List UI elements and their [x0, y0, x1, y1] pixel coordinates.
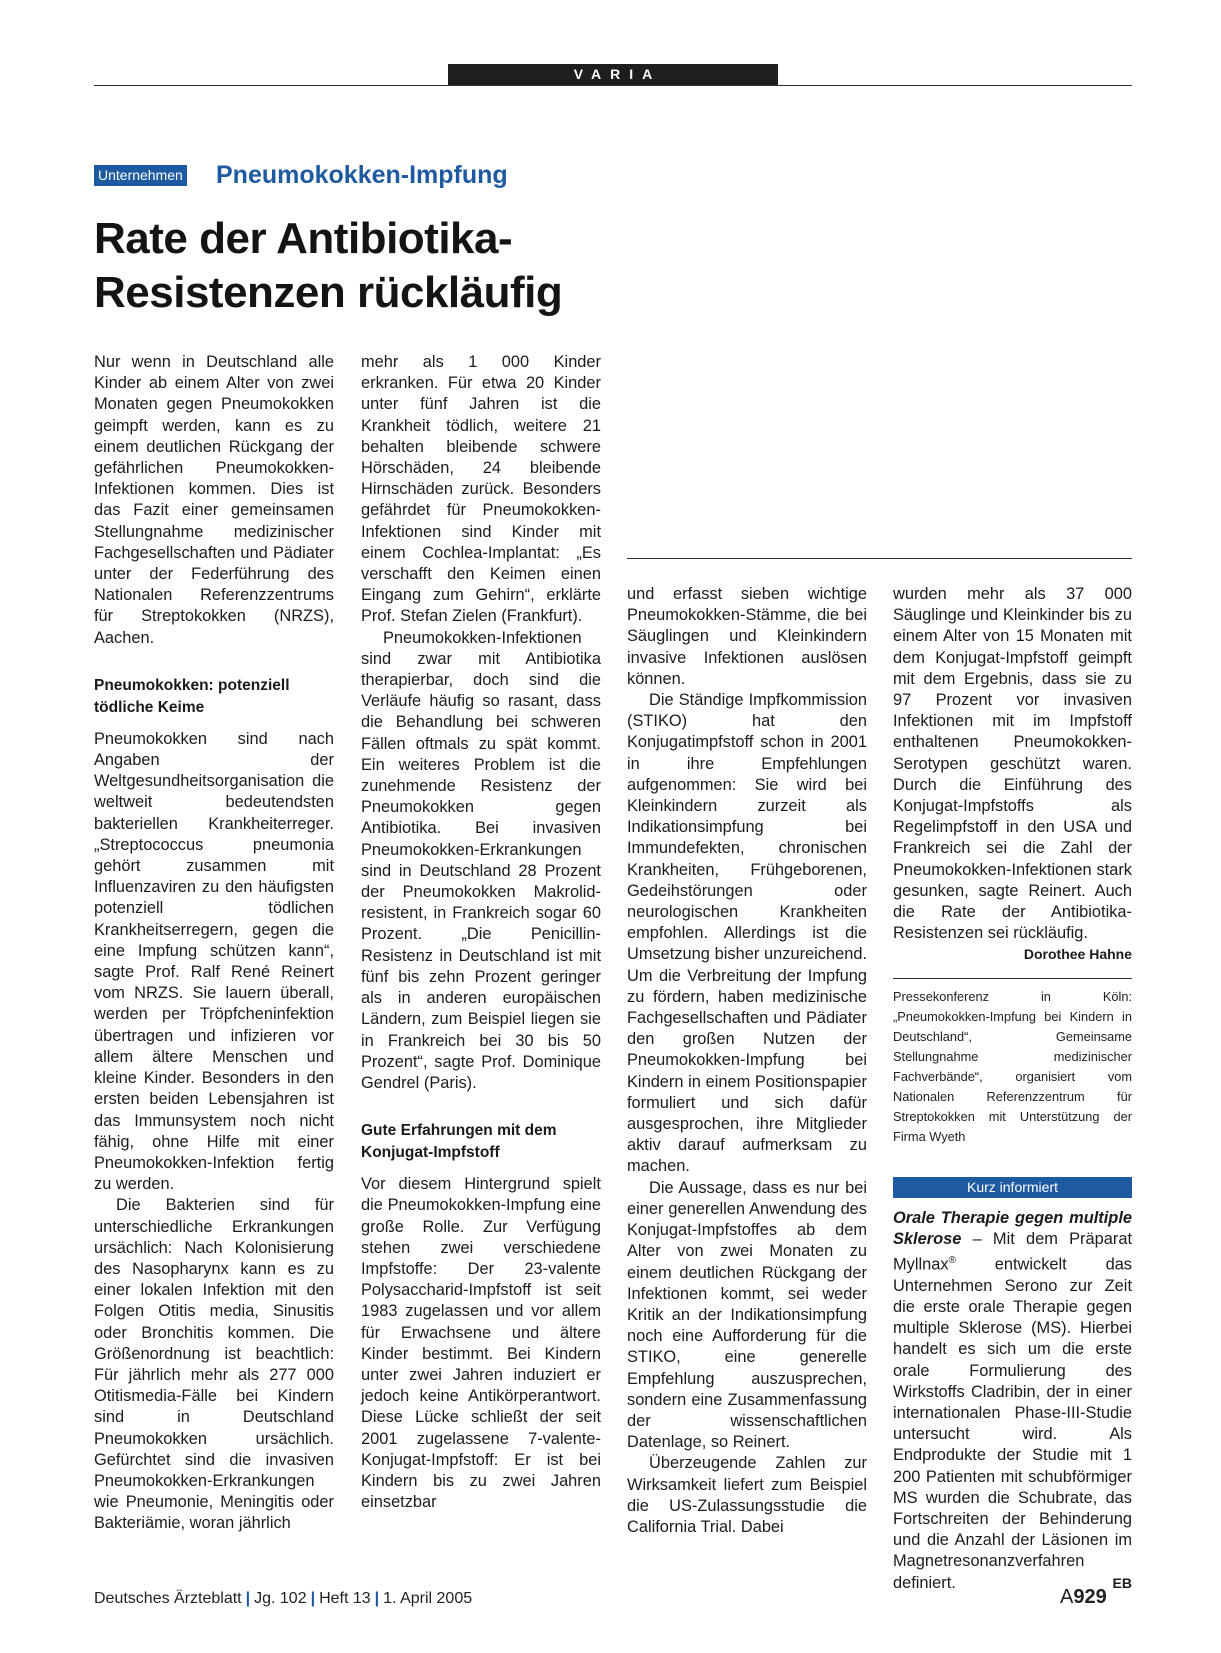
kurz-text-a: – Mit dem Präparat Myllnax: [893, 1229, 1132, 1274]
page-number-value: 929: [1073, 1586, 1107, 1608]
topline: Pneumokokken-Impfung: [216, 161, 508, 189]
article-column-3: [627, 584, 867, 1538]
paragraph: Vor diesem Hintergrund spielt die Pneumokokken-Impfung eine große Rolle. Zur Verfügung stehen zwei verschiedene Impfstoffe: Der 23-valente Polysaccharid-Impfstoff ist seit 1983 zugelassen und vor allem für Erwachsene und ältere Kinder bestimmt. Bei Kindern unter zwei Jahren induziert er jedoch keine Antikörperantwort. Diese Lücke schließt der seit 2001 zugelassene 7-valente-Konjugat-Impfstoff: Er ist bei Kindern bis zu zwei Jahren einsetzbar: [361, 1175, 601, 1512]
footer-separator: |: [374, 1590, 380, 1607]
author-name: Dorothee Hahne: [1023, 946, 1132, 963]
footer: [94, 1590, 472, 1608]
journal-name: Deutsches Ärzteblatt: [94, 1590, 242, 1607]
kurz-lead: Orale Therapie gegen multiple Sklerose: [893, 1208, 1132, 1248]
paragraph: [893, 584, 1132, 963]
subheading: Gute Erfahrungen mit dem Konjugat-Impfstoff: [361, 1122, 557, 1162]
headline-line-1: Rate der Antibiotika-: [94, 214, 513, 263]
category-badge: Unternehmen: [94, 165, 187, 186]
source-note: Pressekonferenz in Köln: „Pneumokokken-Impfung bei Kindern in Deutschland“, Gemeinsame Stellungnahme medizinischer Fachverbände“, organisiert vom Nationalen Referenzzentrum für Streptokokken mit Unterstützung der Firma Wyeth: [893, 978, 1132, 1147]
paragraph: Nur wenn in Deutschland alle Kinder ab einem Alter von zwei Monaten gegen Pneumokokken geimpft werden, kann es zu einem deutlichen Rückgang der gefährlichen Pneumokokken-Infektionen kommen. Dies ist das Fazit einer gemeinsamen Stellungnahme medizinischer Fachgesellschaften und Pädiater unter der Federführung des Nationalen Referenzzentrums für Streptokokken (NRZS), Aachen.: [94, 353, 334, 647]
subheading: Pneumokokken: potenziell tödliche Keime: [94, 676, 290, 716]
paragraph: Die Ständige Impfkommission (STIKO) hat den Konjugatimpfstoff schon in 2001 in ihre Empfehlungen aufgenommen: Sie wird bei Kleinkindern zurzeit als Indikationsimpfung bei Immundefekten, chronischen Krankheiten, Frühgeborenen, Gedeihstörungen oder neurologischen Krankheiten empfohlen. Allerdings ist die Umsetzung bisher unzureichend. Um die Verbreitung der Impfung zu fördern, haben medizinische Fachgesellschaften und Pädiater den großen Nutzen der Pneumokokken-Impfung bei Kindern in einem Positionspapier formuliert und sich dafür ausgesprochen, ihre Mitglieder aktiv darauf aufmerksam zu machen.: [627, 691, 867, 1176]
paragraph: Pneumokokken-Infektionen sind zwar mit Antibiotika therapierbar, doch sind die Verläufe häufig so rasant, dass die Behandlung bei schweren Fällen oftmals zu spät kommt. Ein weiteres Problem ist die zunehmende Resistenz der Pneumokokken gegen Antibiotika. Bei invasiven Pneumokokken-Erkrankungen sind in Deutschland 28 Prozent der Pneumokokken Makrolid-resistent, in Frankreich sogar 60 Prozent. „Die Penicillin-Resistenz in Deutschland ist mit fünf bis zehn Prozent geringer als in anderen europäischen Ländern, zum Beispiel liegen sie in Frankreich bei 30 bis 50 Prozent“, sagte Prof. Dominique Gendrel (Paris).: [361, 628, 601, 1092]
column-rule: [627, 558, 1132, 559]
page-prefix: A: [1060, 1586, 1074, 1608]
kurz-text-b: entwickelt das Unternehmen Serono zur Zeit die erste orale Therapie gegen multiple Sklerose (MS). Hierbei handelt es sich um die erste orale Formulierung des Wirkstoffs Cladribin, der in einer internationalen Phase-III-Studie untersucht wird. Als Endprodukte der Studie mit 1 200 Patienten mit schubförmiger MS wurden die Schubrate, das Fortschreiten der Behinderung und die Anzahl der Läsionen im Magnetresonanzverfahren definiert.: [893, 1255, 1132, 1592]
paragraph: mehr als 1 000 Kinder erkranken. Für etwa 20 Kinder unter fünf Jahren ist die Krankheit tödlich, weitere 21 behalten bleibende schwere Hörschäden, 24 bleibende Hirnschäden zurück. Besonders gefährdet für Pneumokokken-Infektionen sind Kinder mit einem Cochlea-Implantat: „Es verschafft den Keimen einen Eingang zum Gehirn“, erklärte Prof. Stefan Zielen (Frankfurt).: [361, 353, 601, 626]
paragraph: Die Bakterien sind für unterschiedliche Erkrankungen ursächlich: Nach Kolonisierung des Nasopharynx kann es zu einer lokalen Infektion mit den Folgen Otitis media, Sinusitis oder Bronchitis kommen. Die Größenordnung ist beachtlich: Für jährlich mehr als 277 000 Otitismedia-Fälle bei Kindern sind in Deutschland Pneumokokken ursächlich. Gefürchtet sind die invasiven Pneumokokken-Erkrankungen wie Pneumonie, Meningitis oder Bakteriämie, woran jährlich: [94, 1196, 334, 1533]
header-rule: [94, 85, 1132, 86]
journal-volume: Jg. 102: [254, 1590, 307, 1607]
kurz-informiert-text: [893, 1208, 1132, 1594]
page-number: [1060, 1586, 1107, 1609]
kurz-author: EB: [1112, 1574, 1132, 1591]
headline-line-2: Resistenzen rückläufig: [94, 268, 563, 317]
kurz-informiert-badge: Kurz informiert: [893, 1177, 1132, 1198]
article-column-2: [361, 352, 601, 1513]
footer-separator: |: [245, 1590, 251, 1607]
headline: [94, 212, 794, 320]
article-column-4: [893, 584, 1132, 1594]
paragraph: Überzeugende Zahlen zur Wirksamkeit liefert zum Beispiel die US-Zulassungsstudie die California Trial. Dabei: [627, 1454, 867, 1536]
journal-issue: Heft 13: [319, 1590, 371, 1607]
footer-separator: |: [310, 1590, 316, 1607]
registered-mark: ®: [948, 1255, 956, 1267]
paragraph-text: wurden mehr als 37 000 Säuglinge und Kleinkinder bis zu einem Alter von 15 Monaten mit dem Konjugat-Impfstoff geimpft mit dem Ergebnis, dass sie zu 97 Prozent vor invasiven Infektionen mit im Impfstoff enthaltenen Pneumokokken-Serotypen geschützt waren. Durch die Einführung des Konjugat-Impfstoffs als Regelimpfstoff in den USA und Frankreich sei die Zahl der Pneumokokken-Infektionen stark gesunken, sagte Reinert. Auch die Rate der Antibiotika-Resistenzen sei rückläufig.: [893, 585, 1132, 943]
paragraph: Die Aussage, dass es nur bei einer generellen Anwendung des Konjugat-Impfstoffes ab dem Alter von zwei Monaten zu einem deutlichen Rückgang der Infektionen kommt, sei weder Kritik an der Indikationsimpfung noch eine Aufforderung für die STIKO, eine generelle Empfehlung auszusprechen, sondern eine Zusammenfassung der wissenschaftlichen Datenlage, so Reinert.: [627, 1178, 867, 1452]
article-column-1: [94, 352, 334, 1535]
journal-date: 1. April 2005: [383, 1590, 473, 1607]
section-label: VARIA: [448, 64, 778, 85]
paragraph: und erfasst sieben wichtige Pneumokokken-Stämme, die bei Säuglingen und Kleinkindern invasive Infektionen auslösen können.: [627, 585, 867, 688]
paragraph: Pneumokokken sind nach Angaben der Weltgesundheitsorganisation die weltweit bedeutendsten bakteriellen Krankheiterreger. „Streptococcus pneumonia gehört zusammen mit Influenzaviren zu den häufigsten potenziell tödlichen Krankheitserregern, gegen die eine Impfung schützen kann“, sagte Prof. Ralf René Reinert vom NRZS. Sie lauern überall, werden per Tröpfcheninfektion übertragen und infizieren vor allem ältere Menschen und kleine Kinder. Besonders in den ersten beiden Lebensjahren ist das Immunsystem noch nicht fähig, ohne Hilfe mit einer Pneumokokken-Infektion fertig zu werden.: [94, 729, 334, 1194]
